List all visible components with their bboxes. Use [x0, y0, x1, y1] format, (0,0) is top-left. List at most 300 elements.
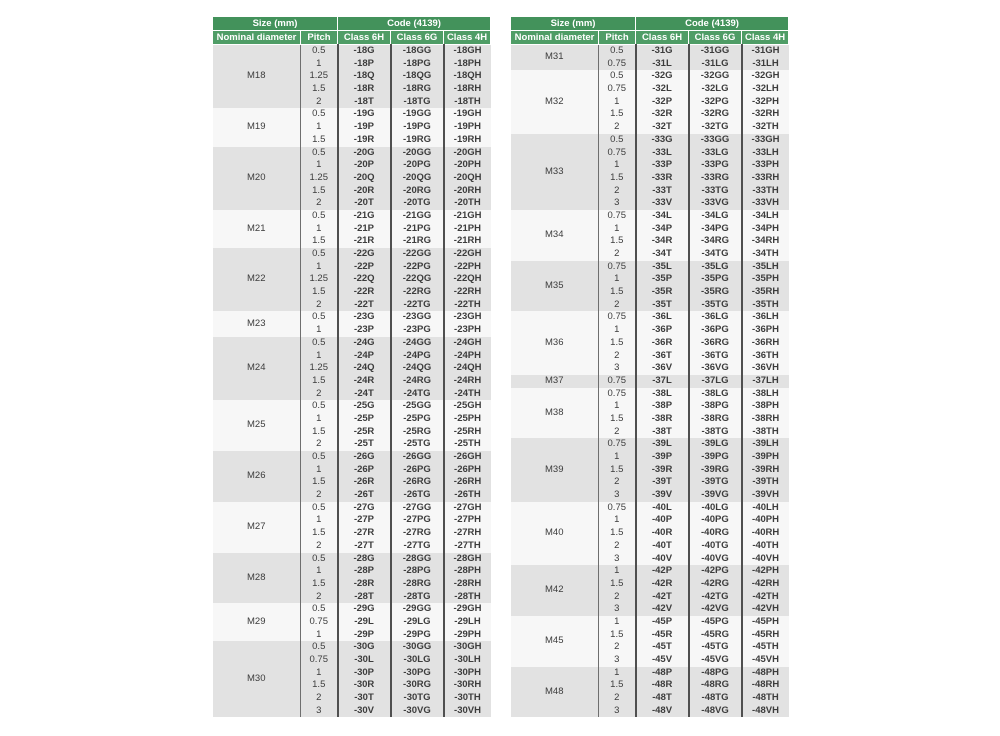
- nominal-diameter-cell: M18: [247, 70, 266, 82]
- class-6g-code-cell: -40TG: [689, 540, 742, 553]
- thread-code-table-right: [510, 16, 789, 717]
- pitch-cell: 3: [599, 705, 636, 718]
- class-6h-code-cell: -38P: [636, 400, 689, 413]
- class-6h-code-cell: -30P: [338, 667, 391, 680]
- class-6h-code-cell: -25R: [338, 426, 391, 439]
- class-6g-code-cell: -32RG: [689, 108, 742, 121]
- pitch-cell: 1: [301, 121, 338, 134]
- table-row: [213, 248, 491, 261]
- class-6g-code-cell: -31GG: [689, 45, 742, 58]
- nominal-diameter-cell: M36: [545, 336, 564, 348]
- class-6g-code-cell: -36RG: [689, 337, 742, 350]
- class-4h-code-cell: -32TH: [752, 121, 779, 133]
- class-6h-code-cell: -35T: [636, 299, 689, 312]
- pitch-cell: 3: [599, 362, 636, 375]
- pitch-cell: 1.5: [599, 413, 636, 426]
- pitch-cell: 1.25: [301, 172, 338, 185]
- pitch-cell: 0.75: [301, 654, 338, 667]
- class-4h-code-cell: -28GH: [453, 552, 482, 564]
- class-6g-header: Class 6G: [689, 31, 742, 45]
- class-4h-code-cell: -42TH: [752, 590, 779, 602]
- class-6g-code-cell: -36PG: [689, 324, 742, 337]
- class-6h-code-cell: -36L: [636, 311, 689, 324]
- class-6h-code-cell: -22R: [338, 286, 391, 299]
- class-6h-code-cell: -38L: [636, 388, 689, 401]
- pitch-cell: 2: [599, 641, 636, 654]
- class-4h-code-cell: -35PH: [752, 273, 779, 285]
- pitch-cell: 1.5: [599, 235, 636, 248]
- class-6g-code-cell: -29PG: [391, 629, 444, 642]
- class-4h-code-cell: -40TH: [752, 539, 779, 551]
- pitch-header: Pitch: [599, 31, 636, 45]
- class-6g-code-cell: -33VG: [689, 197, 742, 210]
- nominal-diameter-cell: M33: [545, 165, 564, 177]
- table-row: [213, 108, 491, 121]
- pitch-cell: 1.5: [301, 134, 338, 147]
- class-6h-code-cell: -21P: [338, 223, 391, 236]
- pitch-cell: 3: [301, 705, 338, 718]
- class-4h-code-cell: -48TH: [752, 692, 779, 704]
- class-6g-code-cell: -26PG: [391, 464, 444, 477]
- class-6h-code-cell: -19P: [338, 121, 391, 134]
- class-6g-code-cell: -33LG: [689, 147, 742, 160]
- table-row: [213, 603, 491, 616]
- class-4h-code-cell: -19GH: [453, 108, 482, 120]
- class-4h-code-cell: -24TH: [454, 387, 481, 399]
- class-6g-code-cell: -38PG: [689, 400, 742, 413]
- class-6h-code-cell: -30T: [338, 692, 391, 705]
- pitch-cell: 1: [301, 667, 338, 680]
- class-6h-code-cell: -36R: [636, 337, 689, 350]
- pitch-cell: 2: [301, 692, 338, 705]
- class-4h-header: Class 4H: [742, 31, 789, 45]
- class-6g-code-cell: -20TG: [391, 197, 444, 210]
- pitch-cell: 0.5: [301, 603, 338, 616]
- pitch-cell: 0.5: [301, 641, 338, 654]
- class-6h-code-cell: -22Q: [338, 273, 391, 286]
- class-6h-code-cell: -26G: [338, 451, 391, 464]
- class-6h-code-cell: -22P: [338, 261, 391, 274]
- pitch-cell: 0.5: [599, 45, 636, 58]
- class-6g-code-cell: -32GG: [689, 70, 742, 83]
- class-6g-code-cell: -34TG: [689, 248, 742, 261]
- class-6h-code-cell: -42P: [636, 565, 689, 578]
- class-6h-code-cell: -28T: [338, 591, 391, 604]
- class-4h-code-cell: -42RH: [751, 577, 780, 589]
- class-4h-code-cell: -39VH: [752, 489, 779, 501]
- pitch-cell: 0.5: [301, 210, 338, 223]
- class-6h-code-cell: -36P: [636, 324, 689, 337]
- class-4h-code-cell: -25PH: [454, 412, 481, 424]
- class-6h-code-cell: -25P: [338, 413, 391, 426]
- class-6h-code-cell: -37L: [636, 375, 689, 388]
- pitch-cell: 0.75: [599, 261, 636, 274]
- class-6g-code-cell: -30RG: [391, 679, 444, 692]
- class-6g-code-cell: -18TG: [391, 96, 444, 109]
- class-4h-code-cell: -39LH: [752, 438, 779, 450]
- class-6g-code-cell: -35RG: [689, 286, 742, 299]
- class-4h-code-cell: -37LH: [752, 374, 779, 386]
- nominal-diameter-cell: M25: [247, 419, 266, 431]
- pitch-cell: 1: [301, 514, 338, 527]
- class-6h-code-cell: -24R: [338, 375, 391, 388]
- pitch-cell: 0.5: [599, 134, 636, 147]
- class-4h-code-cell: -31GH: [751, 45, 780, 56]
- class-6g-code-cell: -22PG: [391, 261, 444, 274]
- pitch-cell: 1: [301, 629, 338, 642]
- pitch-cell: 0.75: [599, 58, 636, 71]
- table-row: [511, 70, 789, 83]
- class-4h-code-cell: -30LH: [454, 654, 481, 665]
- class-6h-code-cell: -20T: [338, 197, 391, 210]
- pitch-cell: 1: [301, 324, 338, 337]
- pitch-cell: 1: [599, 667, 636, 680]
- class-4h-code-cell: -29GH: [453, 603, 482, 615]
- class-6h-code-cell: -42T: [636, 591, 689, 604]
- class-6h-code-cell: -31L: [636, 58, 689, 71]
- pitch-cell: 2: [301, 540, 338, 553]
- class-4h-code-cell: -26TH: [454, 489, 481, 501]
- class-6g-code-cell: -22QG: [391, 273, 444, 286]
- class-6g-code-cell: -39PG: [689, 451, 742, 464]
- class-6g-code-cell: -48PG: [689, 667, 742, 680]
- class-6h-code-cell: -35R: [636, 286, 689, 299]
- class-4h-code-cell: -34RH: [751, 235, 780, 247]
- pitch-cell: 1.25: [301, 362, 338, 375]
- class-6h-code-cell: -40R: [636, 527, 689, 540]
- class-6g-code-cell: -18RG: [391, 83, 444, 96]
- class-6h-code-cell: -24T: [338, 388, 391, 401]
- table-row: [511, 375, 789, 388]
- class-6h-code-cell: -19G: [338, 108, 391, 121]
- class-6g-code-cell: -36VG: [689, 362, 742, 375]
- class-6h-code-cell: -33V: [636, 197, 689, 210]
- table-row: [511, 261, 789, 274]
- pitch-cell: 1.25: [301, 70, 338, 83]
- class-6h-code-cell: -32P: [636, 96, 689, 109]
- pitch-cell: 2: [599, 350, 636, 363]
- class-6g-code-cell: -29GG: [391, 603, 444, 616]
- class-6g-code-cell: -34LG: [689, 210, 742, 223]
- class-6h-code-cell: -18G: [338, 45, 391, 58]
- class-6h-code-cell: -18R: [338, 83, 391, 96]
- nominal-diameter-cell: M31: [545, 51, 564, 63]
- class-6h-code-cell: -21R: [338, 235, 391, 248]
- table-body: [213, 45, 491, 718]
- class-6g-code-cell: -30GG: [391, 641, 444, 654]
- table-row: [511, 210, 789, 223]
- class-6g-code-cell: -39LG: [689, 438, 742, 451]
- class-6g-code-cell: -25TG: [391, 438, 444, 451]
- class-6h-code-cell: -42R: [636, 578, 689, 591]
- pitch-cell: 0.75: [599, 147, 636, 160]
- class-4h-code-cell: -35TH: [752, 298, 779, 310]
- class-6h-code-cell: -27T: [338, 540, 391, 553]
- pitch-cell: 2: [301, 438, 338, 451]
- pitch-cell: 2: [301, 299, 338, 312]
- class-4h-code-cell: -28RH: [453, 577, 482, 589]
- size-group-header: Size (mm): [511, 17, 636, 31]
- class-4h-code-cell: -36TH: [752, 349, 779, 361]
- nominal-diameter-cell: M37: [545, 374, 564, 386]
- class-6g-code-cell: -40RG: [689, 527, 742, 540]
- class-4h-code-cell: -38RH: [751, 412, 780, 424]
- pitch-cell: 1: [599, 514, 636, 527]
- table-row: [213, 210, 491, 223]
- pitch-cell: 0.75: [599, 502, 636, 515]
- class-6g-code-cell: -30VG: [391, 705, 444, 718]
- class-6h-code-cell: -39P: [636, 451, 689, 464]
- pitch-cell: 1.5: [301, 426, 338, 439]
- class-6g-code-cell: -24TG: [391, 388, 444, 401]
- pitch-cell: 1: [301, 223, 338, 236]
- pitch-cell: 2: [599, 299, 636, 312]
- class-4h-code-cell: -24PH: [454, 349, 481, 361]
- class-4h-code-cell: -22TH: [454, 298, 481, 310]
- nominal-diameter-cell: M40: [545, 527, 564, 539]
- table-row: [213, 451, 491, 464]
- class-6h-code-cell: -45T: [636, 641, 689, 654]
- nominal-diameter-header: Nominal diameter: [511, 31, 599, 45]
- pitch-cell: 1.5: [301, 185, 338, 198]
- class-6g-code-cell: -38TG: [689, 426, 742, 439]
- class-6g-code-cell: -40PG: [689, 514, 742, 527]
- pitch-cell: 1: [599, 273, 636, 286]
- class-6g-code-cell: -31LG: [689, 58, 742, 71]
- class-6g-code-cell: -20RG: [391, 185, 444, 198]
- class-6h-code-cell: -27P: [338, 514, 391, 527]
- pitch-cell: 1.5: [599, 464, 636, 477]
- class-6g-code-cell: -18PG: [391, 58, 444, 71]
- class-6g-code-cell: -29LG: [391, 616, 444, 629]
- thread-code-table-left: [212, 16, 491, 717]
- pitch-cell: 1.5: [301, 578, 338, 591]
- class-6h-code-cell: -36V: [636, 362, 689, 375]
- class-6h-code-cell: -48R: [636, 679, 689, 692]
- pitch-cell: 3: [599, 654, 636, 667]
- pitch-cell: 2: [301, 96, 338, 109]
- class-6g-code-cell: -32PG: [689, 96, 742, 109]
- nominal-diameter-cell: M19: [247, 121, 266, 133]
- class-6g-code-cell: -45VG: [689, 654, 742, 667]
- class-4h-code-cell: -27RH: [453, 527, 482, 539]
- class-4h-code-cell: -30GH: [453, 641, 482, 653]
- class-4h-code-cell: -30RH: [453, 679, 482, 691]
- class-6g-code-cell: -32LG: [689, 83, 742, 96]
- class-4h-code-cell: -39TH: [752, 476, 779, 488]
- class-6g-code-cell: -25PG: [391, 413, 444, 426]
- nominal-diameter-cell: M48: [545, 685, 564, 697]
- table-row: [213, 641, 491, 654]
- class-4h-code-cell: -18TH: [454, 95, 481, 107]
- class-6g-code-cell: -26TG: [391, 489, 444, 502]
- table-row: [511, 616, 789, 629]
- pitch-cell: 2: [599, 591, 636, 604]
- class-4h-code-cell: -39PH: [752, 451, 779, 462]
- pitch-cell: 1: [301, 58, 338, 71]
- class-6g-code-cell: -20GG: [391, 147, 444, 160]
- class-6h-code-cell: -24Q: [338, 362, 391, 375]
- pitch-cell: 2: [301, 388, 338, 401]
- class-4h-code-cell: -27TH: [454, 539, 481, 551]
- class-6h-code-cell: -28R: [338, 578, 391, 591]
- table-row: [511, 502, 789, 515]
- class-6g-code-cell: -30PG: [391, 667, 444, 680]
- class-6g-code-cell: -18QG: [391, 70, 444, 83]
- class-4h-code-cell: -32PH: [752, 95, 779, 107]
- pitch-cell: 1.5: [599, 108, 636, 121]
- class-6h-code-cell: -33R: [636, 172, 689, 185]
- pitch-cell: 1: [599, 616, 636, 629]
- class-4h-code-cell: -26GH: [453, 451, 482, 462]
- class-4h-code-cell: -48RH: [751, 679, 780, 691]
- class-6g-code-cell: -30TG: [391, 692, 444, 705]
- class-6h-code-cell: -45V: [636, 654, 689, 667]
- class-6h-code-cell: -34L: [636, 210, 689, 223]
- class-6h-code-cell: -48P: [636, 667, 689, 680]
- class-6h-code-cell: -32G: [636, 70, 689, 83]
- pitch-cell: 3: [599, 197, 636, 210]
- table-row: [511, 438, 789, 451]
- pitch-cell: 2: [599, 426, 636, 439]
- pitch-cell: 2: [301, 197, 338, 210]
- class-4h-code-cell: -23PH: [454, 324, 481, 336]
- nominal-diameter-cell: M30: [247, 673, 266, 685]
- class-4h-code-cell: -20TH: [454, 197, 481, 209]
- class-6h-code-cell: -22T: [338, 299, 391, 312]
- nominal-diameter-cell: M42: [545, 584, 564, 596]
- class-4h-code-cell: -35RH: [751, 286, 780, 298]
- class-6g-code-cell: -20QG: [391, 172, 444, 185]
- class-6g-code-cell: -45TG: [689, 641, 742, 654]
- pitch-cell: 2: [599, 121, 636, 134]
- class-6h-header: Class 6H: [636, 31, 689, 45]
- class-6h-code-cell: -26P: [338, 464, 391, 477]
- class-4h-code-cell: -24QH: [453, 362, 482, 374]
- class-6h-code-cell: -25T: [338, 438, 391, 451]
- class-6g-code-cell: -19RG: [391, 134, 444, 147]
- class-6g-code-cell: -24QG: [391, 362, 444, 375]
- pitch-cell: 1.5: [599, 578, 636, 591]
- class-4h-code-cell: -20PH: [454, 159, 481, 171]
- pitch-cell: 0.5: [301, 502, 338, 515]
- class-6h-code-cell: -33G: [636, 134, 689, 147]
- table-header: [511, 17, 789, 45]
- class-4h-code-cell: -24RH: [453, 374, 482, 386]
- pitch-cell: 0.5: [301, 400, 338, 413]
- class-4h-code-cell: -45TH: [752, 641, 779, 653]
- pitch-cell: 1: [599, 159, 636, 172]
- table-row: [511, 565, 789, 578]
- class-6h-code-cell: -28G: [338, 553, 391, 566]
- class-4h-code-cell: -21RH: [453, 235, 482, 247]
- pitch-cell: 0.75: [599, 375, 636, 388]
- class-6h-code-cell: -30G: [338, 641, 391, 654]
- class-6g-code-cell: -18GG: [391, 45, 444, 58]
- class-6h-code-cell: -34P: [636, 223, 689, 236]
- pitch-cell: 0.5: [599, 70, 636, 83]
- class-6h-code-cell: -28P: [338, 565, 391, 578]
- class-6g-code-cell: -39VG: [689, 489, 742, 502]
- class-6g-code-cell: -34RG: [689, 235, 742, 248]
- pitch-cell: 1: [599, 96, 636, 109]
- class-6h-code-cell: -24G: [338, 337, 391, 350]
- class-4h-code-cell: -40PH: [752, 514, 779, 526]
- class-6h-code-cell: -29P: [338, 629, 391, 642]
- class-4h-code-cell: -45RH: [751, 628, 780, 640]
- class-6h-code-cell: -20P: [338, 159, 391, 172]
- pitch-cell: 3: [599, 553, 636, 566]
- class-6h-code-cell: -33L: [636, 147, 689, 160]
- class-6g-code-cell: -33RG: [689, 172, 742, 185]
- class-6g-code-cell: -27PG: [391, 514, 444, 527]
- class-6g-code-cell: -48RG: [689, 679, 742, 692]
- class-6h-code-cell: -48V: [636, 705, 689, 718]
- class-4h-code-cell: -36PH: [752, 324, 779, 336]
- pitch-cell: 3: [599, 489, 636, 502]
- class-6g-code-cell: -35LG: [689, 261, 742, 274]
- table-row: [511, 388, 789, 401]
- nominal-diameter-header: Nominal diameter: [213, 31, 301, 45]
- class-6g-code-cell: -30LG: [391, 654, 444, 667]
- class-4h-code-cell: -33TH: [752, 184, 779, 196]
- pitch-cell: 0.5: [301, 147, 338, 160]
- pitch-cell: 1: [599, 400, 636, 413]
- class-6g-code-cell: -39TG: [689, 476, 742, 489]
- class-4h-code-cell: -18QH: [453, 70, 482, 82]
- class-6g-code-cell: -25RG: [391, 426, 444, 439]
- class-6g-code-cell: -38RG: [689, 413, 742, 426]
- class-4h-code-cell: -30TH: [454, 692, 481, 704]
- pitch-cell: 1.5: [599, 172, 636, 185]
- class-6g-code-cell: -20PG: [391, 159, 444, 172]
- class-6h-code-cell: -39T: [636, 476, 689, 489]
- pitch-cell: 0.5: [301, 108, 338, 121]
- nominal-diameter-cell: M28: [247, 571, 266, 583]
- table-row: [511, 45, 789, 58]
- class-4h-code-cell: -40RH: [751, 527, 780, 539]
- class-6h-code-cell: -48T: [636, 692, 689, 705]
- class-4h-code-cell: -45PH: [752, 615, 779, 627]
- class-6g-code-cell: -27TG: [391, 540, 444, 553]
- class-6h-code-cell: -23P: [338, 324, 391, 337]
- class-4h-code-cell: -34PH: [752, 222, 779, 234]
- nominal-diameter-cell: M23: [247, 317, 266, 329]
- class-6g-code-cell: -28TG: [391, 591, 444, 604]
- class-4h-code-cell: -18GH: [453, 45, 482, 56]
- class-4h-code-cell: -33PH: [752, 159, 779, 171]
- class-6g-code-cell: -24RG: [391, 375, 444, 388]
- class-4h-code-cell: -33VH: [752, 197, 779, 209]
- class-6h-code-cell: -30L: [338, 654, 391, 667]
- pitch-cell: 1: [599, 451, 636, 464]
- class-6g-code-cell: -33TG: [689, 185, 742, 198]
- pitch-cell: 0.5: [301, 248, 338, 261]
- class-4h-code-cell: -18PH: [454, 57, 481, 69]
- class-6h-code-cell: -39R: [636, 464, 689, 477]
- code-group-header: Code (4139): [338, 17, 491, 31]
- class-6h-code-cell: -29L: [338, 616, 391, 629]
- class-6h-code-cell: -34R: [636, 235, 689, 248]
- pitch-cell: 1.5: [301, 679, 338, 692]
- pitch-cell: 1.5: [301, 235, 338, 248]
- class-6g-code-cell: -33PG: [689, 159, 742, 172]
- class-4h-code-cell: -24GH: [453, 336, 482, 348]
- class-4h-header: Class 4H: [444, 31, 491, 45]
- class-4h-code-cell: -27PH: [454, 514, 481, 526]
- class-4h-code-cell: -29PH: [454, 628, 481, 640]
- class-6g-code-cell: -48TG: [689, 692, 742, 705]
